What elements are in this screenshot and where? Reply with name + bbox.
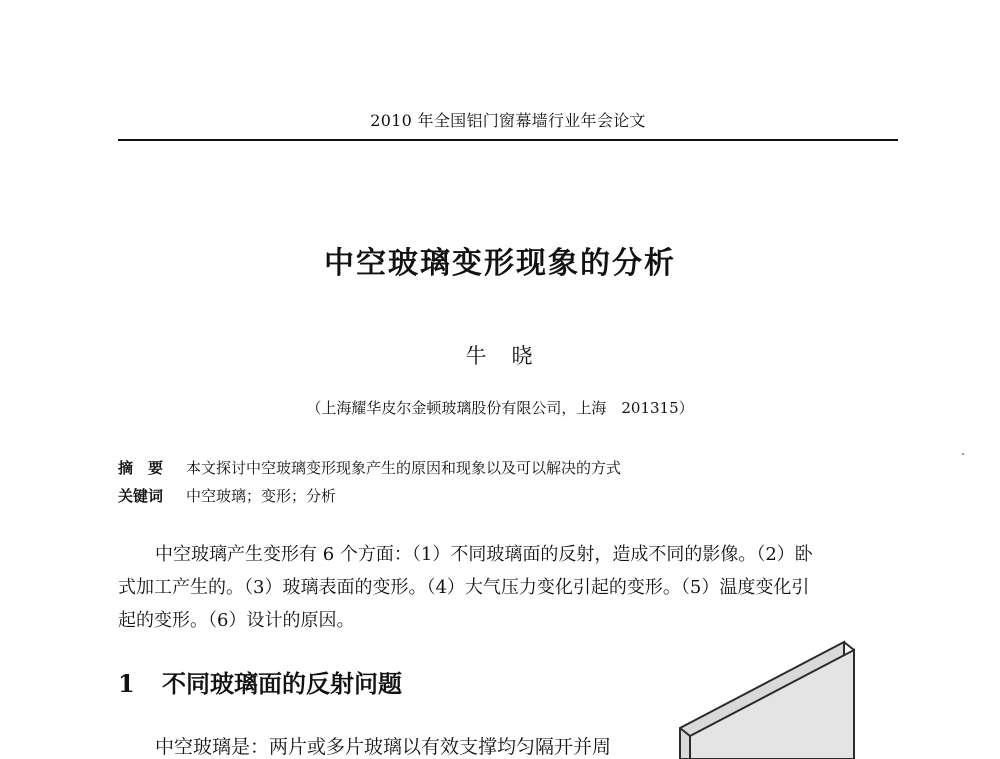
intro-line-1: 中空玻璃产生变形有 6 个方面：（1）不同玻璃面的反射，造成不同的影像。（2）卧 [155, 544, 813, 565]
intro-line-2: 式加工产生的。（3）玻璃表面的变形。（4）大气压力变化引起的变形。（5）温度变化引 [118, 577, 810, 598]
section-heading [118, 664, 402, 699]
glass-pane-front [690, 650, 854, 759]
running-header: 2010 年全国铝门窗幕墙行业年会论文 [370, 111, 646, 130]
keywords-label: 关键词 [118, 487, 164, 505]
scan-speck [962, 453, 964, 455]
insulated-glass-figure [660, 632, 900, 759]
author-name: 牛 晓 [465, 344, 535, 368]
paper-title: 中空玻璃变形现象的分析 [324, 246, 676, 281]
section-title: 不同玻璃面的反射问题 [162, 670, 402, 698]
intro-line-3: 起的变形。（6）设计的原因。 [118, 610, 355, 631]
section-paragraph-line: 中空玻璃是：两片或多片玻璃以有效支撑均匀隔开并周 [155, 736, 612, 758]
header-rule [118, 139, 898, 141]
section-number: 1 [118, 669, 135, 698]
keywords-text: 中空玻璃；变形；分析 [186, 487, 337, 505]
abstract-label: 摘 要 [118, 459, 164, 477]
author-affiliation: （上海耀华皮尔金顿玻璃股份有限公司，上海 201315） [306, 399, 694, 417]
pane-edge [844, 642, 854, 650]
keywords-row [118, 485, 336, 506]
abstract-row [118, 457, 621, 478]
abstract-text: 本文探讨中空玻璃变形现象产生的原因和现象以及可以解决的方式 [186, 459, 622, 477]
intro-paragraph [118, 538, 898, 637]
